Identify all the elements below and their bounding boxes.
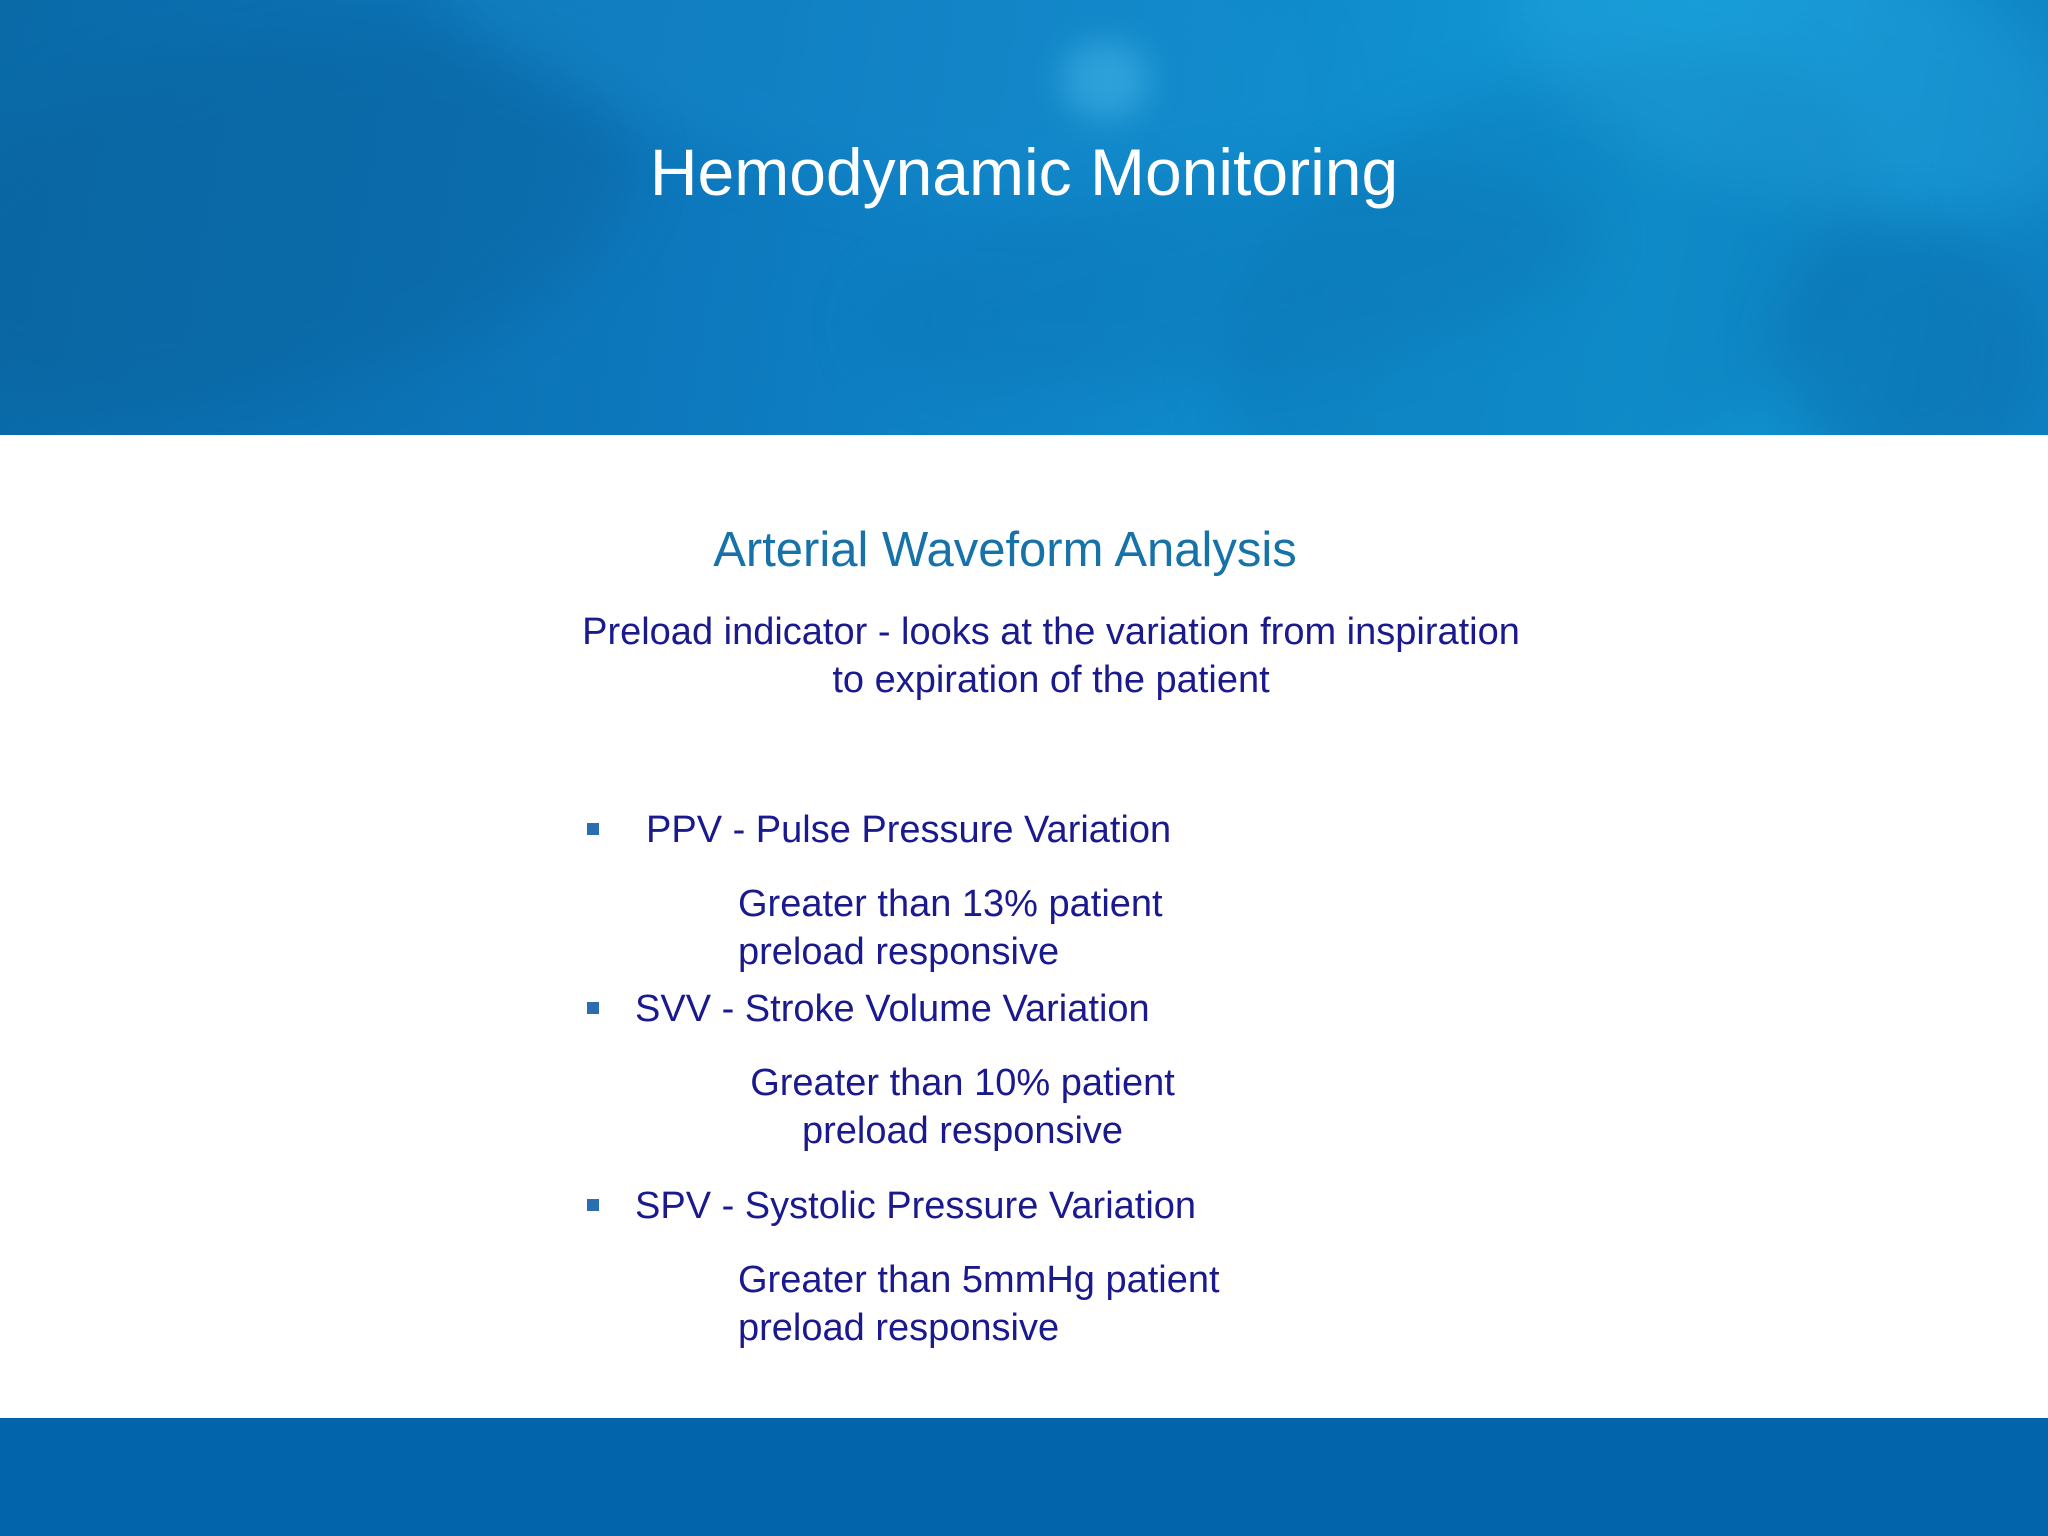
detail-line: Greater than 13% patient <box>738 883 1163 925</box>
detail-line: Greater than 10% patient <box>750 1062 1175 1104</box>
header-banner <box>0 0 2048 435</box>
bullet-label: SPV - Systolic Pressure Variation <box>635 1185 1197 1227</box>
header-background-shape <box>1060 40 1150 120</box>
slide-title: Hemodynamic Monitoring <box>649 135 1399 209</box>
intro-text <box>551 608 1551 704</box>
bullet-detail-svv <box>700 1059 1225 1155</box>
detail-line: Greater than 5mmHg patient <box>738 1259 1220 1301</box>
bullet-item-ppv <box>0 806 1400 854</box>
bullet-detail-ppv <box>738 880 1163 976</box>
bullet-label: PPV - Pulse Pressure Variation <box>646 809 1172 851</box>
square-bullet-icon <box>587 823 599 835</box>
square-bullet-icon <box>587 1002 599 1014</box>
bullet-detail-spv <box>738 1256 1220 1352</box>
detail-line: preload responsive <box>738 1307 1060 1349</box>
bullet-item-svv <box>0 985 1400 1033</box>
bullet-label: SVV - Stroke Volume Variation <box>635 988 1150 1030</box>
bullet-item-spv <box>0 1182 1400 1230</box>
detail-line: preload responsive <box>801 1110 1124 1152</box>
slide-subtitle: Arterial Waveform Analysis <box>713 523 1297 577</box>
footer-bar <box>0 1418 2048 1536</box>
intro-line: Preload indicator - looks at the variation from inspiration <box>582 611 1520 653</box>
square-bullet-icon <box>587 1199 599 1211</box>
detail-line: preload responsive <box>738 931 1060 973</box>
intro-line: to expiration of the patient <box>832 659 1270 701</box>
